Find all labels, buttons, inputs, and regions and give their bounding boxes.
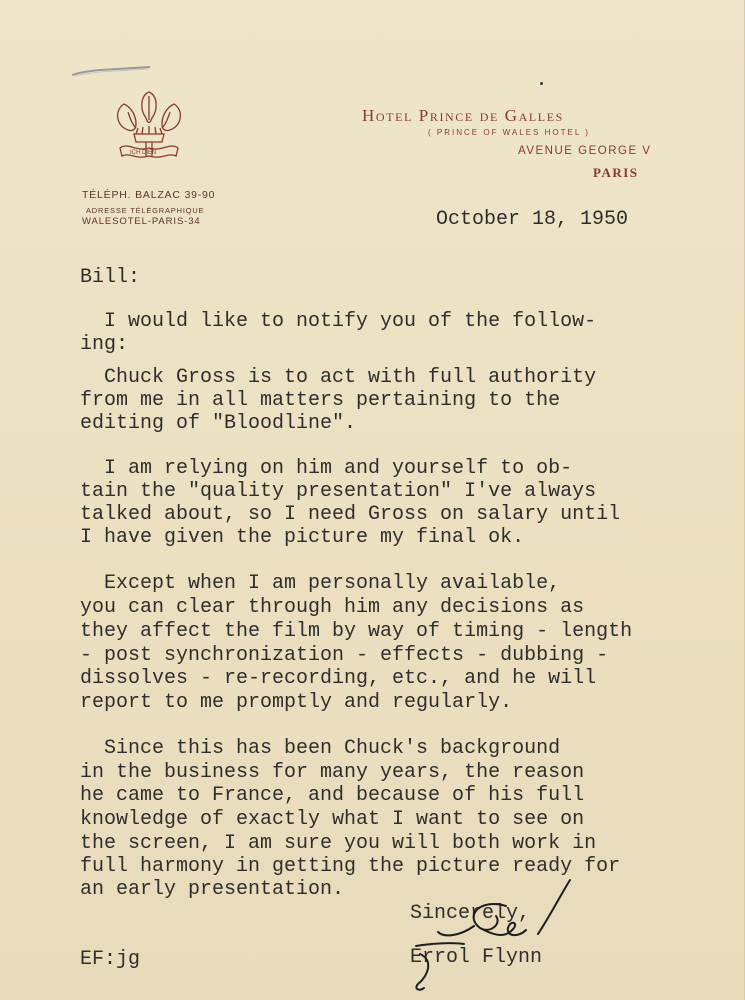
paragraph-4-line-5: dissolves - re-recording, etc., and he will: [80, 667, 597, 690]
paragraph-3-line-2: tain the "quality presentation" I've always: [80, 480, 597, 503]
crest-motto: ICH DIEN: [130, 150, 157, 156]
paragraph-3-line-4: I have given the picture my final ok.: [80, 526, 525, 549]
paragraph-2-line-2: from me in all matters pertaining to the: [80, 389, 561, 412]
salutation: Bill:: [80, 266, 141, 289]
telephone-line: TÉLÉPH. BALZAC 39-90: [82, 189, 216, 201]
telegraph-label: ADRESSE TÉLÉGRAPHIQUE: [86, 206, 205, 215]
closing: Sincerely,: [410, 902, 531, 925]
telegraph-address: WALESOTEL-PARIS-34: [82, 216, 201, 227]
hotel-street: AVENUE GEORGE V: [518, 145, 652, 157]
paragraph-4-line-3: they affect the film by way of timing - length: [80, 620, 633, 643]
paragraph-5-line-7: an early presentation.: [80, 878, 345, 901]
paragraph-4-line-4: - post synchronization - effects - dubbing -: [80, 644, 609, 667]
paragraph-2-line-3: editing of "Bloodline".: [80, 412, 357, 435]
paragraph-5-line-1: Since this has been Chuck's background: [80, 737, 561, 760]
hotel-subtitle: ( PRINCE OF WALES HOTEL ): [428, 128, 590, 137]
paragraph-5-line-3: he came to France, and because of his full: [80, 784, 585, 807]
paragraph-2-line-1: Chuck Gross is to act with full authority: [80, 366, 597, 389]
letter-date: October 18, 1950: [436, 208, 629, 231]
paragraph-4-line-6: report to me promptly and regularly.: [80, 691, 513, 714]
paragraph-5-line-5: the screen, I am sure you will both work in: [80, 832, 597, 855]
paragraph-5-line-6: full harmony in getting the picture ready for: [80, 855, 621, 878]
paragraph-5-line-2: in the business for many years, the reason: [80, 761, 585, 784]
ink-dot: [540, 82, 543, 85]
paragraph-4-line-2: you can clear through him any decisions as: [80, 596, 585, 619]
paragraph-3-line-1: I am relying on him and yourself to ob-: [80, 457, 573, 480]
hotel-city: PARIS: [593, 165, 639, 180]
paragraph-4-line-1: Except when I am personally available,: [80, 572, 561, 595]
typist-initials: EF:jg: [80, 948, 141, 971]
handwritten-signature: [410, 876, 580, 996]
signatory-name: Errol Flynn: [410, 946, 543, 969]
paragraph-1-line-1: I would like to notify you of the follow-: [80, 310, 597, 333]
prince-of-wales-feathers-crest: [106, 82, 192, 168]
paragraph-3-line-3: talked about, so I need Gross on salary until: [80, 503, 621, 526]
paragraph-5-line-4: knowledge of exactly what I want to see on: [80, 808, 585, 831]
paragraph-1-line-2: ing:: [80, 333, 129, 356]
staple-clip: [70, 66, 152, 78]
hotel-name: Hotel Prince de Galles: [362, 106, 564, 125]
